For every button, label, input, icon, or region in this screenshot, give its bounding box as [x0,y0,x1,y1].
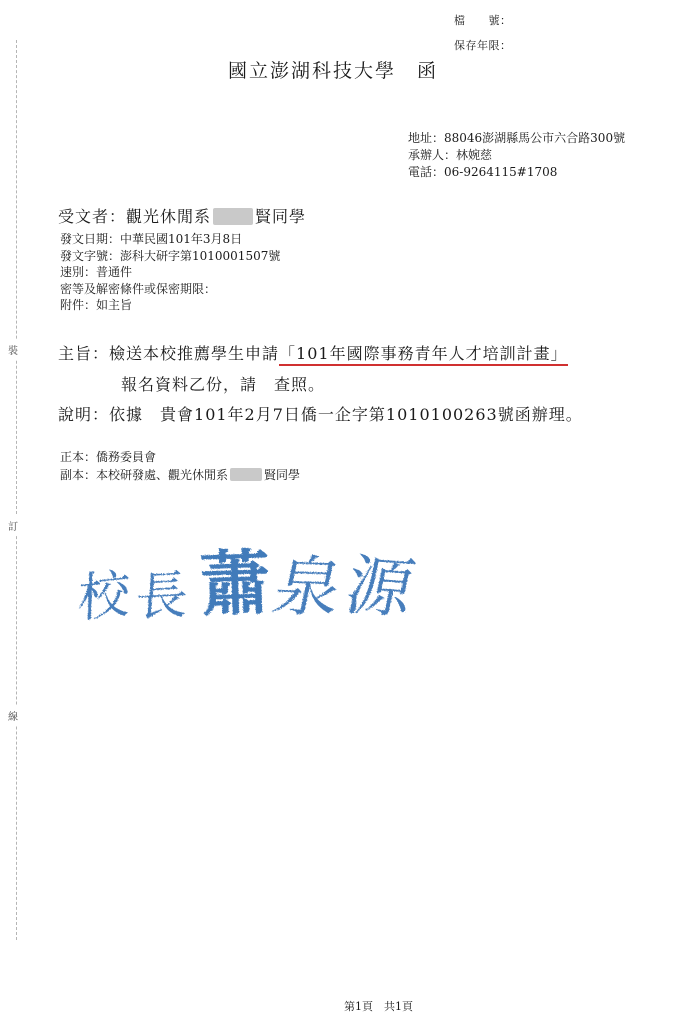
recipient-line [58,204,306,227]
handler-line: 承辦人：林婉慈 [408,148,493,162]
copy-suffix: 賢同學 [264,468,301,482]
distribution-block [60,448,300,484]
document-number: 發文字號：澎科大研字第1010001507號 [60,248,281,263]
contact-block [408,130,625,181]
binding-mark-3: 線 [8,706,18,725]
explanation-text: 依據 貴會101年2月7日僑一企字第1010100263號函辦理。 [109,405,583,424]
attachment-line: 附件：如主旨 [60,298,133,312]
explanation-line [58,402,583,425]
seal-char: 長 [134,565,190,629]
redacted-name-block-2 [230,468,262,481]
phone-line: 電話：06-9264115#1708 [408,165,558,179]
recipient-prefix: 受文者：觀光休閒系 [58,207,212,226]
address-line: 地址：88046澎湖縣馬公市六合路300號 [408,131,626,145]
seal-char: 蕭 [198,540,272,627]
president-signature-seal [76,528,458,631]
recipient-suffix: 賢同學 [255,207,307,226]
subject-highlight: 「101年國際事務青年人才培訓計畫」 [279,344,568,366]
file-number-label: 檔 號： [454,14,512,27]
subject-text: 檢送本校推薦學生申請 [109,344,280,363]
binding-margin-line [16,40,17,940]
subject-label: 主旨： [58,344,110,363]
binding-mark-2: 訂 [8,516,18,535]
retention-period-label: 保存年限： [454,39,512,52]
copy-prefix: 副本：本校研發處、觀光休閒系 [60,468,229,482]
explanation-label: 說明： [58,405,110,424]
seal-char: 泉 [266,548,349,627]
speed-class: 速別：普通件 [60,265,133,279]
binding-mark-1: 裝 [8,340,18,359]
seal-char: 源 [338,547,421,628]
seal-char: 校 [76,564,131,631]
issue-date: 發文日期：中華民國101年3月8日 [60,232,243,246]
page-number: 第1頁 共1頁 [344,1000,413,1013]
subject-line [58,341,568,364]
metadata-block [60,231,280,314]
copy-recipients [60,466,300,484]
document-title: 國立澎湖科技大學 函 [228,60,439,82]
primary-recipient: 正本：僑務委員會 [60,450,157,464]
redacted-name-block [213,208,253,225]
subject-line-2: 報名資料乙份，請 查照。 [121,375,326,394]
security-class: 密等及解密條件或保密期限： [60,281,217,296]
